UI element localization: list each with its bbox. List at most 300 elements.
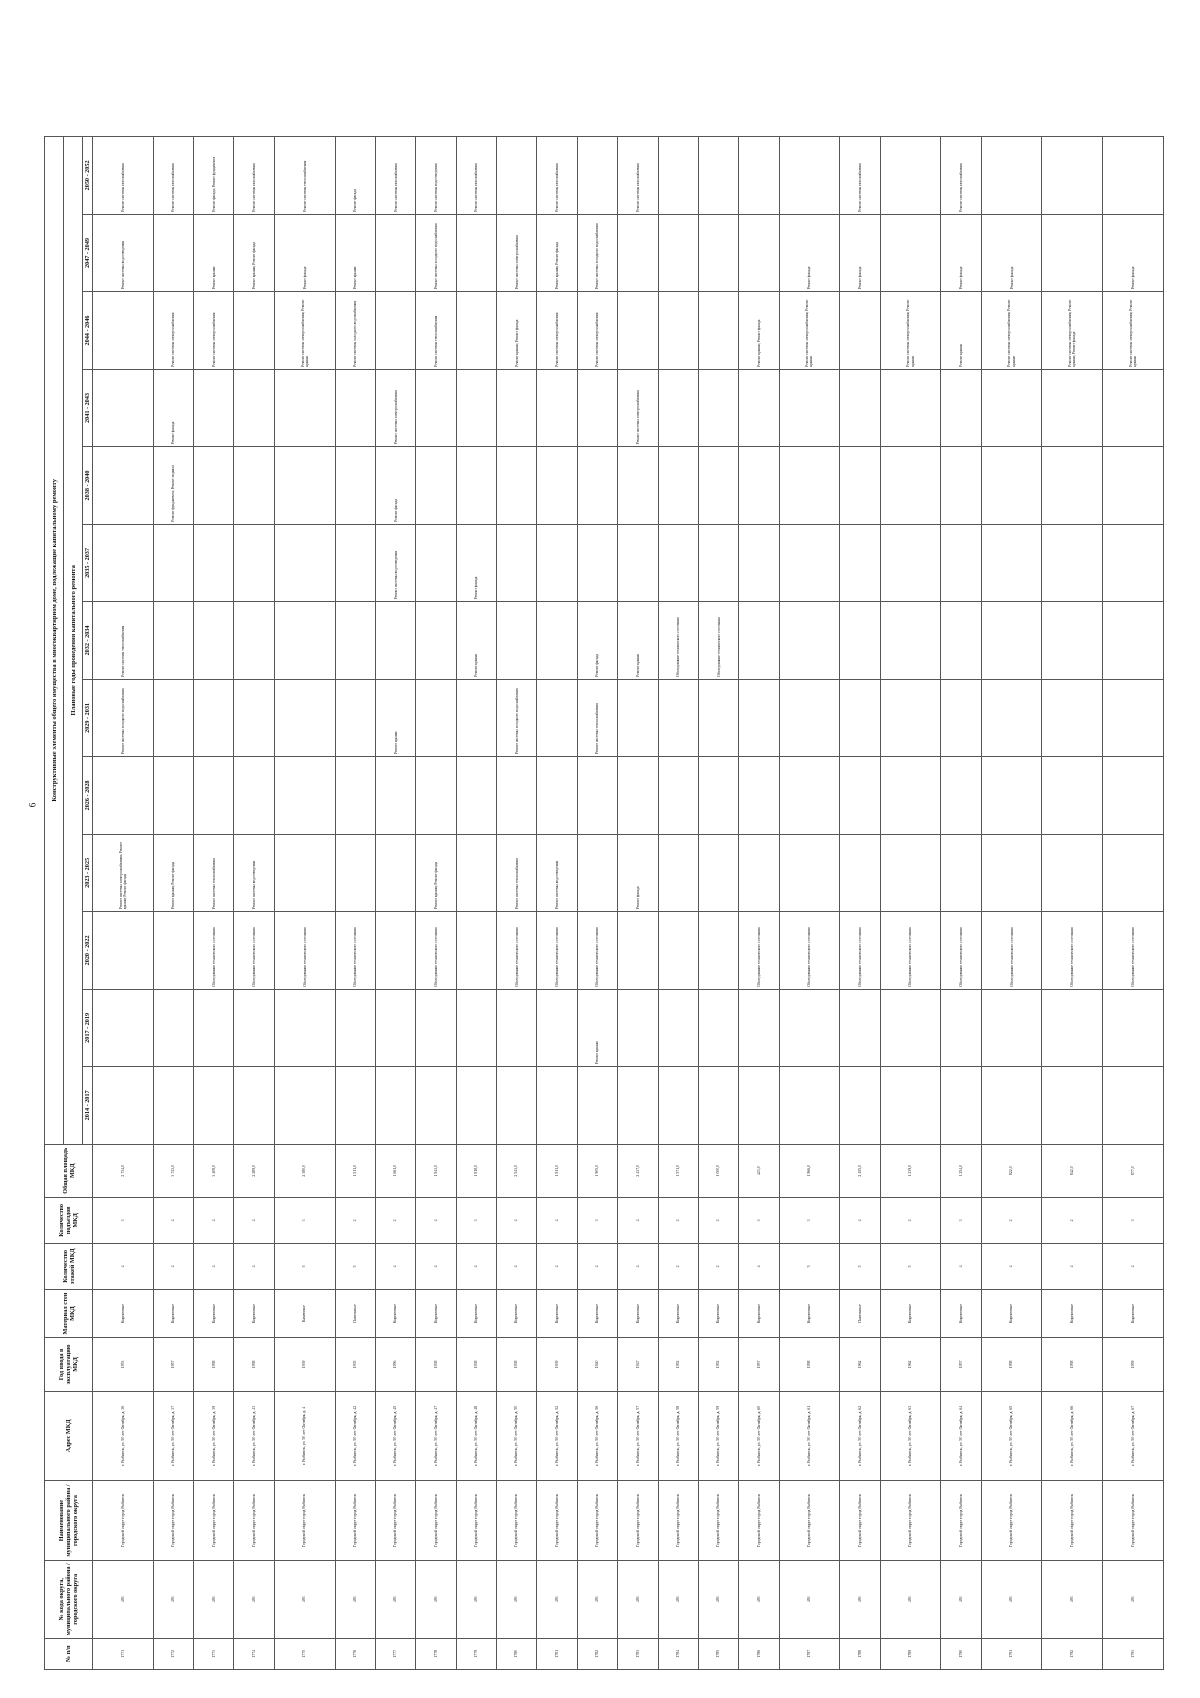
row-work-cell (618, 989, 658, 1066)
row-num: 1771 (93, 1638, 154, 1669)
row-work-cell (1042, 989, 1103, 1066)
row-num: 1785 (698, 1638, 738, 1669)
row-address: г. Рыбинск, ул. 50 лет Октября, д. 42 (335, 1391, 375, 1481)
row-work-cell (739, 369, 779, 446)
row-work-cell: Обследование технического состояния (739, 912, 779, 989)
row-work-cell (577, 524, 617, 601)
row-entrances: 3 (779, 1197, 840, 1243)
row-work-cell (779, 137, 840, 215)
row-address: г. Рыбинск, ул. 50 лет Октября, д. 60 (739, 1391, 779, 1481)
row-code: 493 (153, 1561, 193, 1638)
row-entrances: 4 (497, 1197, 537, 1243)
row-entrances: 2 (1042, 1197, 1103, 1243)
row-entrances: 4 (153, 1197, 193, 1243)
row-work-cell: Ремонт крыши (941, 292, 981, 369)
row-work-cell (577, 757, 617, 834)
row-address: г. Рыбинск, ул. 50 лет Октября, д. 37 (153, 1391, 193, 1481)
row-work-cell: Ремонт системы водоотведения (416, 137, 456, 215)
row-address: г. Рыбинск, ул. 50 лет Октября, д. 61 (779, 1391, 840, 1481)
row-work-cell: Ремонт фасада (375, 447, 415, 524)
row-work-cell: Ремонт фасада (941, 214, 981, 291)
row-code: 493 (981, 1561, 1042, 1638)
header-address: Адрес МКД (45, 1391, 93, 1481)
row-work-cell: Обследование технического состояния (658, 602, 698, 679)
row-work-cell (880, 757, 941, 834)
row-code: 493 (416, 1561, 456, 1638)
row-district: Городской округ город Рыбинск (658, 1481, 698, 1561)
row-work-cell: Ремонт системы электроснабжения (497, 214, 537, 291)
row-material: Кирпичные (577, 1289, 617, 1337)
row-work-cell: Обследование технического состояния (537, 912, 577, 989)
row-entrances: 4 (840, 1197, 880, 1243)
row-district: Городской округ город Рыбинск (941, 1481, 981, 1561)
row-material: Панельные (840, 1289, 880, 1337)
row-material: Кирпичные (618, 1289, 658, 1337)
row-work-cell: Ремонт системы холодного водоснабжения (416, 214, 456, 291)
row-work-cell (1103, 989, 1164, 1066)
row-work-cell (153, 1067, 193, 1144)
row-work-cell (880, 602, 941, 679)
row-work-cell (981, 679, 1042, 756)
row-work-cell (779, 1067, 840, 1144)
row-work-cell (153, 214, 193, 291)
row-work-cell: Ремонт системы холодного водоснабжения (497, 679, 537, 756)
row-work-cell (577, 369, 617, 446)
row-year: 1957 (739, 1338, 779, 1391)
row-work-cell (497, 137, 537, 215)
row-district: Городской округ город Рыбинск (739, 1481, 779, 1561)
row-work-cell (375, 292, 415, 369)
row-district: Городской округ город Рыбинск (779, 1481, 840, 1561)
row-work-cell: Ремонт системы газоснабжения (375, 137, 415, 215)
row-year: 1962 (840, 1338, 880, 1391)
row-work-cell (658, 292, 698, 369)
row-material: Кирпичные (880, 1289, 941, 1337)
row-district: Городской округ город Рыбинск (981, 1481, 1042, 1561)
row-entrances: 3 (739, 1197, 779, 1243)
row-floors: 4 (981, 1243, 1042, 1289)
row-work-cell (375, 602, 415, 679)
row-work-cell (577, 1067, 617, 1144)
table-title: Конструктивные элементы общего имущества в многоквартирном доме, подлежащие капитальному ремонту (45, 137, 64, 1145)
row-num: 1773 (194, 1638, 234, 1669)
row-num: 1772 (153, 1638, 193, 1669)
row-work-cell (1042, 834, 1103, 911)
row-work-cell: Ремонт фасада; Ремонт фундамента (194, 137, 234, 215)
row-work-cell (739, 137, 779, 215)
row-work-cell (779, 679, 840, 756)
row-code: 493 (739, 1561, 779, 1638)
table-row (375, 137, 415, 1670)
row-work-cell (698, 912, 738, 989)
row-work-cell (618, 912, 658, 989)
row-work-cell (1103, 679, 1164, 756)
row-floors: 4 (93, 1243, 154, 1289)
row-floors: 4 (1042, 1243, 1103, 1289)
table-row (456, 137, 496, 1670)
row-work-cell (375, 1067, 415, 1144)
row-work-cell: Ремонт системы водоотведения (234, 834, 274, 911)
row-work-cell: Ремонт системы теплоснабжения (416, 292, 456, 369)
row-work-cell (416, 369, 456, 446)
row-work-cell (880, 679, 941, 756)
row-area: 1 911,0 (537, 1144, 577, 1197)
row-work-cell (274, 447, 335, 524)
row-work-cell: Ремонт системы электроснабжения (153, 292, 193, 369)
row-work-cell (618, 292, 658, 369)
row-work-cell (739, 1067, 779, 1144)
row-entrances: 3 (577, 1197, 617, 1243)
row-work-cell (981, 757, 1042, 834)
row-work-cell (840, 369, 880, 446)
row-work-cell (274, 602, 335, 679)
row-work-cell (840, 834, 880, 911)
row-year: 1939 (537, 1338, 577, 1391)
row-work-cell (456, 214, 496, 291)
row-work-cell (658, 447, 698, 524)
row-work-cell: Ремонт крыши (194, 214, 234, 291)
table-row (981, 137, 1042, 1670)
row-work-cell (1042, 214, 1103, 291)
row-work-cell (880, 447, 941, 524)
row-work-cell (941, 834, 981, 911)
row-work-cell (739, 989, 779, 1066)
row-work-cell: Ремонт крыши (456, 602, 496, 679)
row-work-cell (456, 292, 496, 369)
row-address: г. Рыбинск, ул. 50 лет Октября, д. 50 (497, 1391, 537, 1481)
row-num: 1792 (1042, 1638, 1103, 1669)
row-num: 1784 (658, 1638, 698, 1669)
row-work-cell (618, 214, 658, 291)
row-work-cell: Ремонт фасада (981, 214, 1042, 291)
row-work-cell (335, 679, 375, 756)
row-work-cell: Ремонт системы теплоснабжения (577, 679, 617, 756)
row-work-cell (456, 912, 496, 989)
row-work-cell (779, 757, 840, 834)
table-row (1103, 137, 1164, 1670)
row-work-cell: Ремонт фасада (335, 137, 375, 215)
row-material: Кирпичные (739, 1289, 779, 1337)
row-code: 493 (840, 1561, 880, 1638)
row-floors: 4 (618, 1243, 658, 1289)
row-year: 1947 (618, 1338, 658, 1391)
row-area: 877,0 (1103, 1144, 1164, 1197)
row-entrances: 2 (981, 1197, 1042, 1243)
row-work-cell: Ремонт фасада (274, 214, 335, 291)
row-num: 1780 (497, 1638, 537, 1669)
row-entrances: 4 (618, 1197, 658, 1243)
row-work-cell (739, 834, 779, 911)
row-work-cell (1042, 447, 1103, 524)
row-code: 493 (375, 1561, 415, 1638)
row-work-cell: Ремонт системы холодного водоснабжения (577, 214, 617, 291)
header-name: Наименование муниципального района / городского округа (45, 1481, 93, 1561)
row-work-cell (416, 602, 456, 679)
row-material: Кирпичные (416, 1289, 456, 1337)
row-work-cell (698, 447, 738, 524)
row-work-cell (456, 834, 496, 911)
row-work-cell (375, 214, 415, 291)
row-work-cell: Обследование технического состояния (335, 912, 375, 989)
row-num: 1781 (537, 1638, 577, 1669)
row-work-cell (658, 214, 698, 291)
row-num: 1791 (981, 1638, 1042, 1669)
row-work-cell: Ремонт системы электроснабжения; Ремонт крыши; Ремонт фасада (1042, 292, 1103, 369)
row-work-cell (880, 524, 941, 601)
row-material: Кирпичные (375, 1289, 415, 1337)
row-work-cell: Ремонт фасада (456, 524, 496, 601)
row-num: 1779 (456, 1638, 496, 1669)
table-row (1042, 137, 1103, 1670)
row-entrances: 4 (537, 1197, 577, 1243)
row-num: 1775 (274, 1638, 335, 1669)
header-entrances: Количество подъездов МКД (45, 1197, 93, 1243)
row-work-cell (416, 757, 456, 834)
row-work-cell (416, 989, 456, 1066)
row-code: 493 (335, 1561, 375, 1638)
row-floors: 4 (941, 1243, 981, 1289)
row-num: 1787 (779, 1638, 840, 1669)
row-work-cell (658, 834, 698, 911)
row-work-cell (194, 524, 234, 601)
row-work-cell: Ремонт системы газоснабжения (93, 137, 154, 215)
row-entrances: 2 (335, 1197, 375, 1243)
row-work-cell (658, 679, 698, 756)
row-work-cell (93, 369, 154, 446)
row-work-cell (981, 834, 1042, 911)
row-district: Городской округ город Рыбинск (456, 1481, 496, 1561)
row-work-cell: Ремонт системы электроснабжения; Ремонт крыши (274, 292, 335, 369)
row-work-cell (779, 834, 840, 911)
row-work-cell (698, 1067, 738, 1144)
row-address: г. Рыбинск, ул. 50 лет Октября, д. 66 (1042, 1391, 1103, 1481)
row-year: 1958 (194, 1338, 234, 1391)
row-num: 1774 (234, 1638, 274, 1669)
row-work-cell (698, 524, 738, 601)
row-work-cell (739, 214, 779, 291)
row-work-cell (153, 757, 193, 834)
row-work-cell: Обследование технического состояния (234, 912, 274, 989)
row-work-cell: Ремонт фасада (779, 214, 840, 291)
table-row (194, 137, 234, 1670)
row-year: 1957 (153, 1338, 193, 1391)
row-work-cell (1042, 524, 1103, 601)
capital-repair-table-container (44, 136, 1164, 1670)
row-area: 1 511,0 (335, 1144, 375, 1197)
row-work-cell (618, 1067, 658, 1144)
row-work-cell (880, 369, 941, 446)
row-work-cell (497, 447, 537, 524)
row-work-cell (1103, 369, 1164, 446)
row-area: 1 818,0 (456, 1144, 496, 1197)
row-work-cell: Ремонт системы электроснабжения (375, 369, 415, 446)
table-subtitle: Плановые годы проведения капитального ремонта (64, 137, 83, 1145)
row-work-cell (497, 989, 537, 1066)
row-work-cell (880, 137, 941, 215)
row-district: Городской округ город Рыбинск (375, 1481, 415, 1561)
row-entrances: 4 (234, 1197, 274, 1243)
row-work-cell: Обследование технического состояния (577, 912, 617, 989)
row-work-cell (1042, 679, 1103, 756)
row-work-cell (840, 602, 880, 679)
row-work-cell (618, 757, 658, 834)
row-code: 493 (577, 1561, 617, 1638)
row-address: г. Рыбинск, ул. 50 лет Октября, д. 48 (456, 1391, 496, 1481)
row-work-cell (335, 447, 375, 524)
row-work-cell (577, 834, 617, 911)
row-work-cell: Ремонт крыши; Ремонт фасада (234, 214, 274, 291)
row-material: Кирпичные (153, 1289, 193, 1337)
header-floors: Количество этажей МКД (45, 1243, 93, 1289)
row-floors: 4 (456, 1243, 496, 1289)
header-period: 2032 - 2034 (83, 602, 93, 679)
row-work-cell: Ремонт системы электроснабжения; Ремонт крыши (880, 292, 941, 369)
row-code: 493 (234, 1561, 274, 1638)
row-district: Городской округ город Рыбинск (880, 1481, 941, 1561)
row-work-cell (698, 137, 738, 215)
row-work-cell (941, 602, 981, 679)
row-work-cell (537, 602, 577, 679)
row-work-cell (497, 602, 537, 679)
row-material: Кирпичные (456, 1289, 496, 1337)
row-work-cell (93, 912, 154, 989)
row-work-cell (981, 369, 1042, 446)
row-work-cell (739, 602, 779, 679)
row-work-cell (779, 602, 840, 679)
row-district: Городской округ город Рыбинск (1103, 1481, 1164, 1561)
row-work-cell (1103, 602, 1164, 679)
table-row (941, 137, 981, 1670)
row-work-cell (153, 524, 193, 601)
row-code: 493 (880, 1561, 941, 1638)
row-work-cell: Ремонт системы электроснабжения; Ремонт крыши (1103, 292, 1164, 369)
header-period: 2050 - 2052 (83, 137, 93, 215)
row-work-cell: Ремонт системы теплоснабжения (274, 137, 335, 215)
row-code: 493 (274, 1561, 335, 1638)
header-period: 2038 - 2040 (83, 447, 93, 524)
row-work-cell (698, 834, 738, 911)
row-work-cell (335, 757, 375, 834)
row-work-cell (194, 679, 234, 756)
row-area: 423,0 (739, 1144, 779, 1197)
row-work-cell: Ремонт системы теплоснабжения (497, 834, 537, 911)
row-work-cell (1103, 447, 1164, 524)
row-code: 493 (456, 1561, 496, 1638)
row-work-cell (497, 524, 537, 601)
header-year: Год ввода в эксплуатацию МКД (45, 1338, 93, 1391)
header-period: 2044 - 2046 (83, 292, 93, 369)
row-work-cell (981, 524, 1042, 601)
row-work-cell (234, 1067, 274, 1144)
row-work-cell (880, 989, 941, 1066)
row-num: 1793 (1103, 1638, 1164, 1669)
row-work-cell (456, 757, 496, 834)
row-material: Кирпичные (234, 1289, 274, 1337)
row-work-cell: Ремонт фундамента; Ремонт подвала (153, 447, 193, 524)
row-address: г. Рыбинск, ул. 50 лет Октября, д. 57 (618, 1391, 658, 1481)
row-entrances: 4 (194, 1197, 234, 1243)
row-entrances: 4 (416, 1197, 456, 1243)
row-work-cell: Ремонт фасада (1103, 214, 1164, 291)
row-work-cell (840, 292, 880, 369)
row-entrances: 3 (456, 1197, 496, 1243)
row-work-cell (981, 602, 1042, 679)
row-work-cell (274, 679, 335, 756)
row-work-cell: Обследование технического состояния (941, 912, 981, 989)
row-work-cell (880, 1067, 941, 1144)
row-work-cell (698, 989, 738, 1066)
row-work-cell (93, 989, 154, 1066)
row-year: 1959 (1103, 1338, 1164, 1391)
row-material: Кирпичные (779, 1289, 840, 1337)
row-work-cell (93, 757, 154, 834)
row-work-cell: Обследование технического состояния (981, 912, 1042, 989)
row-year: 1939 (274, 1338, 335, 1391)
row-work-cell: Ремонт системы электроснабжения (537, 292, 577, 369)
row-material: Кирпичные (1042, 1289, 1103, 1337)
row-num: 1786 (739, 1638, 779, 1669)
row-work-cell (456, 989, 496, 1066)
row-work-cell: Обследование технического состояния (274, 912, 335, 989)
row-work-cell: Ремонт системы газоснабжения (234, 137, 274, 215)
row-year: 1962 (880, 1338, 941, 1391)
row-work-cell (1042, 757, 1103, 834)
row-floors: 5 (840, 1243, 880, 1289)
row-work-cell: Обследование технического состояния (416, 912, 456, 989)
header-period: 2023 - 2025 (83, 834, 93, 911)
row-work-cell (234, 292, 274, 369)
row-work-cell (739, 524, 779, 601)
row-code: 493 (779, 1561, 840, 1638)
row-work-cell: Ремонт системы газоснабжения (941, 137, 981, 215)
row-address: г. Рыбинск, ул. 50 лет Октября, д. 67 (1103, 1391, 1164, 1481)
row-address: г. Рыбинск, ул. 50 лет Октября, д. 43 (234, 1391, 274, 1481)
row-work-cell (234, 369, 274, 446)
row-work-cell (234, 524, 274, 601)
header-num: № п/п (45, 1638, 93, 1669)
row-work-cell (779, 989, 840, 1066)
row-work-cell: Ремонт системы электроснабжения; Ремонт крыши (981, 292, 1042, 369)
row-work-cell (93, 292, 154, 369)
row-work-cell (194, 447, 234, 524)
row-work-cell (1103, 137, 1164, 215)
row-entrances: 2 (698, 1197, 738, 1243)
row-area: 2 380,0 (274, 1144, 335, 1197)
row-area: 2 543,0 (497, 1144, 537, 1197)
row-work-cell (153, 989, 193, 1066)
row-work-cell (274, 989, 335, 1066)
row-floors: 4 (194, 1243, 234, 1289)
row-work-cell (880, 834, 941, 911)
header-period: 2020 - 2022 (83, 912, 93, 989)
row-work-cell: Ремонт системы теплоснабжения (93, 602, 154, 679)
row-work-cell (840, 524, 880, 601)
row-year: 1938 (497, 1338, 537, 1391)
table-row (416, 137, 456, 1670)
row-year: 1938 (456, 1338, 496, 1391)
rotated-table (44, 136, 1164, 1670)
row-material: Кирпичные (93, 1289, 154, 1337)
row-num: 1776 (335, 1638, 375, 1669)
header-period: 2035 - 2037 (83, 524, 93, 601)
row-code: 493 (93, 1561, 154, 1638)
table-row (779, 137, 840, 1670)
row-entrances: 2 (658, 1197, 698, 1243)
row-floors: 4 (739, 1243, 779, 1289)
row-year: 1958 (234, 1338, 274, 1391)
row-material: Кирпичные (981, 1289, 1042, 1337)
row-num: 1777 (375, 1638, 415, 1669)
